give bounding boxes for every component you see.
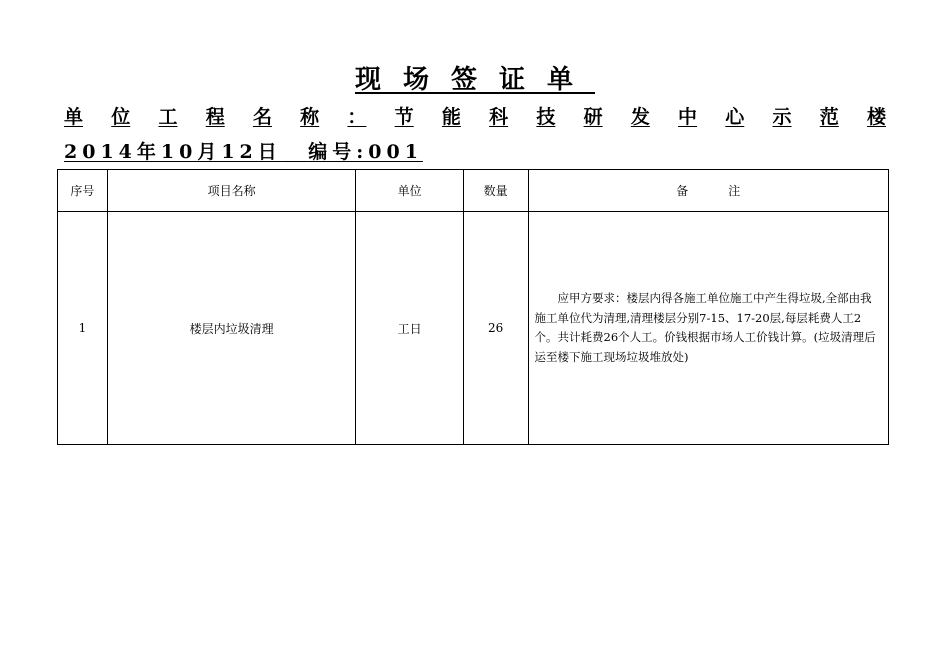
header-note-label: 备注 — [676, 184, 781, 198]
header-item-name: 项目名称 — [107, 170, 356, 212]
cell-quantity: 26 — [463, 212, 528, 445]
cell-note — [528, 212, 888, 445]
project-name-char: 楼 — [866, 106, 886, 128]
project-name-char: 中 — [678, 106, 698, 128]
project-name-char: 研 — [583, 106, 603, 128]
project-name-char: 工 — [158, 106, 178, 128]
project-name-char: 称 — [300, 106, 320, 128]
cell-unit: 工日 — [356, 212, 463, 445]
header-unit: 单位 — [356, 170, 463, 212]
visa-table — [57, 169, 889, 445]
project-name-char: 示 — [772, 106, 792, 128]
project-name-char: 心 — [725, 106, 745, 128]
project-name-char: ： — [347, 106, 367, 128]
project-name-char: 单 — [64, 106, 84, 128]
project-name-char: 范 — [819, 106, 839, 128]
date-text: 2014年10月12日 — [64, 141, 282, 163]
project-name-char: 技 — [536, 106, 556, 128]
project-name-char: 位 — [111, 106, 131, 128]
header-seq: 序号 — [58, 170, 108, 212]
date-number-line — [64, 139, 423, 165]
table-row — [58, 212, 889, 445]
project-name-char: 发 — [630, 106, 650, 128]
header-quantity: 数量 — [463, 170, 528, 212]
cell-item-name: 楼层内垃圾清理 — [107, 212, 356, 445]
project-name-char: 科 — [489, 106, 509, 128]
header-note — [528, 170, 888, 212]
project-name-char: 能 — [441, 106, 461, 128]
table-header-row — [58, 170, 889, 212]
cell-seq: 1 — [58, 212, 108, 445]
document-title: 现场签证单 — [354, 65, 595, 95]
project-name-char: 程 — [205, 106, 225, 128]
document-number: 编号:001 — [308, 141, 423, 163]
project-name-char: 节 — [394, 106, 414, 128]
project-name-char: 名 — [252, 106, 272, 128]
project-name-line — [64, 104, 886, 130]
note-text: 应甲方要求：楼层内得各施工单位施工中产生得垃圾,全部由我施工单位代为清理,清理楼层分别7-15、17-20层,每层耗费人工2个。共计耗费26个人工。价钱根据市场人工价钱计算。(垃圾清理后运至楼下施工现场垃圾堆放处) — [534, 291, 876, 364]
